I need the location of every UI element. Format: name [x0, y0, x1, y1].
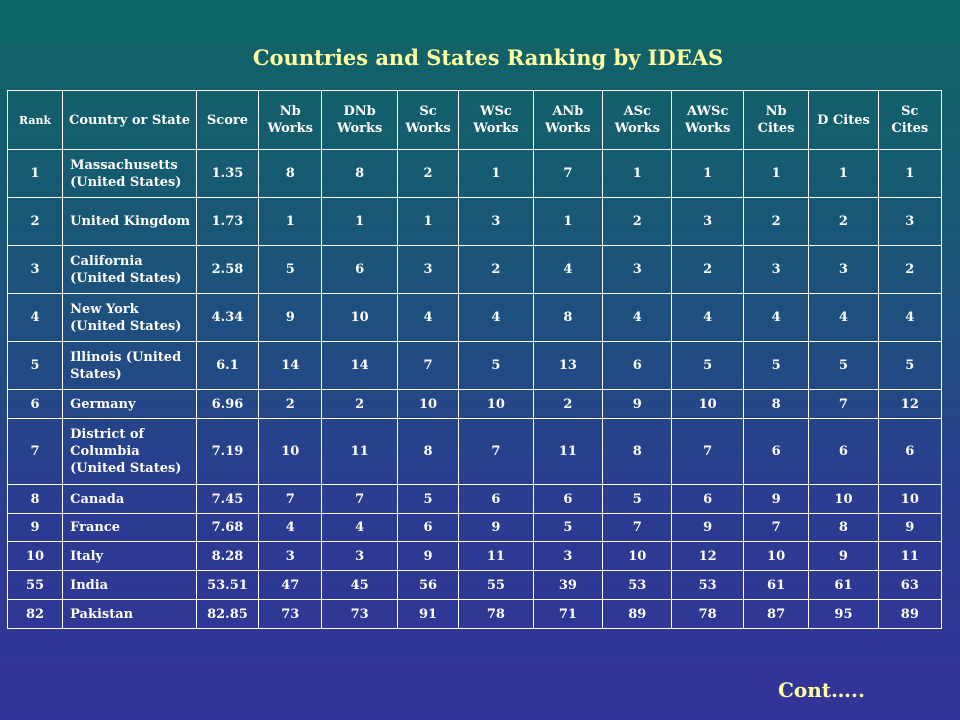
- value-cell: 4: [533, 246, 602, 294]
- value-cell: 10: [459, 390, 534, 419]
- value-cell: 10: [259, 419, 322, 485]
- rank-cell: 10: [8, 542, 63, 571]
- value-cell: 10: [322, 294, 398, 342]
- table-body: [8, 150, 942, 629]
- value-cell: 11: [878, 542, 941, 571]
- value-cell: 78: [459, 600, 534, 629]
- table-row: [8, 246, 942, 294]
- value-cell: 8: [809, 514, 878, 542]
- value-cell: 1: [259, 198, 322, 246]
- column-header-rank: Rank: [8, 91, 63, 150]
- value-cell: 7: [672, 419, 743, 485]
- score-cell: 7.68: [196, 514, 258, 542]
- column-header-awsc-works: AWSc Works: [672, 91, 743, 150]
- value-cell: 56: [397, 571, 458, 600]
- value-cell: 4: [743, 294, 808, 342]
- rank-cell: 1: [8, 150, 63, 198]
- value-cell: 4: [322, 514, 398, 542]
- value-cell: 5: [397, 485, 458, 514]
- value-cell: 4: [459, 294, 534, 342]
- value-cell: 10: [878, 485, 941, 514]
- value-cell: 8: [322, 150, 398, 198]
- value-cell: 73: [259, 600, 322, 629]
- value-cell: 8: [603, 419, 672, 485]
- country-cell: Pakistan: [63, 600, 197, 629]
- value-cell: 8: [533, 294, 602, 342]
- column-header-sc-works: Sc Works: [397, 91, 458, 150]
- rank-cell: 5: [8, 342, 63, 390]
- value-cell: 6: [743, 419, 808, 485]
- value-cell: 6: [809, 419, 878, 485]
- value-cell: 7: [533, 150, 602, 198]
- value-cell: 9: [878, 514, 941, 542]
- value-cell: 1: [743, 150, 808, 198]
- value-cell: 8: [397, 419, 458, 485]
- table-row: [8, 571, 942, 600]
- score-cell: 4.34: [196, 294, 258, 342]
- value-cell: 2: [878, 246, 941, 294]
- rank-cell: 7: [8, 419, 63, 485]
- ranking-table: [7, 90, 942, 629]
- value-cell: 4: [878, 294, 941, 342]
- value-cell: 9: [809, 542, 878, 571]
- value-cell: 9: [397, 542, 458, 571]
- value-cell: 3: [533, 542, 602, 571]
- value-cell: 9: [459, 514, 534, 542]
- country-cell: India: [63, 571, 197, 600]
- value-cell: 3: [322, 542, 398, 571]
- rank-cell: 2: [8, 198, 63, 246]
- table-row: [8, 542, 942, 571]
- rank-cell: 3: [8, 246, 63, 294]
- country-cell: District of Columbia (United States): [63, 419, 197, 485]
- value-cell: 4: [259, 514, 322, 542]
- header-row: [8, 91, 942, 150]
- value-cell: 95: [809, 600, 878, 629]
- value-cell: 7: [603, 514, 672, 542]
- value-cell: 1: [878, 150, 941, 198]
- value-cell: 10: [397, 390, 458, 419]
- country-cell: United Kingdom: [63, 198, 197, 246]
- value-cell: 9: [743, 485, 808, 514]
- value-cell: 47: [259, 571, 322, 600]
- value-cell: 2: [322, 390, 398, 419]
- column-header-score: Score: [196, 91, 258, 150]
- value-cell: 11: [322, 419, 398, 485]
- value-cell: 10: [809, 485, 878, 514]
- value-cell: 3: [259, 542, 322, 571]
- continued-label: Cont…..: [778, 678, 865, 702]
- value-cell: 1: [533, 198, 602, 246]
- score-cell: 1.73: [196, 198, 258, 246]
- value-cell: 8: [259, 150, 322, 198]
- value-cell: 91: [397, 600, 458, 629]
- country-cell: Illinois (United States): [63, 342, 197, 390]
- table-row: [8, 198, 942, 246]
- rank-cell: 4: [8, 294, 63, 342]
- value-cell: 1: [322, 198, 398, 246]
- value-cell: 7: [259, 485, 322, 514]
- value-cell: 12: [672, 542, 743, 571]
- table-row: [8, 294, 942, 342]
- value-cell: 6: [878, 419, 941, 485]
- country-cell: California (United States): [63, 246, 197, 294]
- value-cell: 2: [459, 246, 534, 294]
- value-cell: 89: [603, 600, 672, 629]
- value-cell: 4: [672, 294, 743, 342]
- value-cell: 14: [259, 342, 322, 390]
- column-header-dnb-works: DNb Works: [322, 91, 398, 150]
- value-cell: 61: [809, 571, 878, 600]
- value-cell: 89: [878, 600, 941, 629]
- table-row: [8, 485, 942, 514]
- value-cell: 5: [603, 485, 672, 514]
- value-cell: 6: [672, 485, 743, 514]
- value-cell: 4: [603, 294, 672, 342]
- score-cell: 7.19: [196, 419, 258, 485]
- value-cell: 6: [322, 246, 398, 294]
- value-cell: 1: [672, 150, 743, 198]
- value-cell: 11: [533, 419, 602, 485]
- value-cell: 73: [322, 600, 398, 629]
- value-cell: 14: [322, 342, 398, 390]
- value-cell: 3: [603, 246, 672, 294]
- value-cell: 5: [259, 246, 322, 294]
- score-cell: 7.45: [196, 485, 258, 514]
- slide-title: Countries and States Ranking by IDEAS: [252, 45, 724, 70]
- value-cell: 1: [603, 150, 672, 198]
- value-cell: 5: [533, 514, 602, 542]
- score-cell: 82.85: [196, 600, 258, 629]
- country-cell: Canada: [63, 485, 197, 514]
- value-cell: 7: [397, 342, 458, 390]
- value-cell: 2: [672, 246, 743, 294]
- column-header-nb-cites: Nb Cites: [743, 91, 808, 150]
- value-cell: 5: [878, 342, 941, 390]
- value-cell: 63: [878, 571, 941, 600]
- table-row: [8, 390, 942, 419]
- score-cell: 2.58: [196, 246, 258, 294]
- value-cell: 39: [533, 571, 602, 600]
- value-cell: 11: [459, 542, 534, 571]
- country-cell: Italy: [63, 542, 197, 571]
- value-cell: 6: [397, 514, 458, 542]
- value-cell: 5: [672, 342, 743, 390]
- value-cell: 87: [743, 600, 808, 629]
- value-cell: 1: [397, 198, 458, 246]
- value-cell: 7: [743, 514, 808, 542]
- value-cell: 3: [809, 246, 878, 294]
- rank-cell: 6: [8, 390, 63, 419]
- country-cell: France: [63, 514, 197, 542]
- value-cell: 6: [459, 485, 534, 514]
- value-cell: 5: [809, 342, 878, 390]
- value-cell: 5: [459, 342, 534, 390]
- value-cell: 55: [459, 571, 534, 600]
- table-row: [8, 514, 942, 542]
- value-cell: 7: [809, 390, 878, 419]
- value-cell: 5: [743, 342, 808, 390]
- value-cell: 3: [459, 198, 534, 246]
- value-cell: 12: [878, 390, 941, 419]
- value-cell: 2: [397, 150, 458, 198]
- value-cell: 2: [809, 198, 878, 246]
- score-cell: 6.1: [196, 342, 258, 390]
- score-cell: 8.28: [196, 542, 258, 571]
- table-row: [8, 342, 942, 390]
- column-header-asc-works: ASc Works: [603, 91, 672, 150]
- rank-cell: 55: [8, 571, 63, 600]
- value-cell: 9: [672, 514, 743, 542]
- country-cell: Massachusetts (United States): [63, 150, 197, 198]
- rank-cell: 8: [8, 485, 63, 514]
- value-cell: 6: [603, 342, 672, 390]
- value-cell: 10: [603, 542, 672, 571]
- country-cell: Germany: [63, 390, 197, 419]
- column-header-nb-works: Nb Works: [259, 91, 322, 150]
- value-cell: 45: [322, 571, 398, 600]
- value-cell: 4: [397, 294, 458, 342]
- value-cell: 3: [397, 246, 458, 294]
- value-cell: 53: [603, 571, 672, 600]
- score-cell: 53.51: [196, 571, 258, 600]
- column-header-country: Country or State: [63, 91, 197, 150]
- value-cell: 10: [743, 542, 808, 571]
- value-cell: 61: [743, 571, 808, 600]
- value-cell: 7: [322, 485, 398, 514]
- value-cell: 78: [672, 600, 743, 629]
- column-header-wsc-works: WSc Works: [459, 91, 534, 150]
- column-header-sc-cites: Sc Cites: [878, 91, 941, 150]
- top-band: [0, 0, 960, 44]
- value-cell: 10: [672, 390, 743, 419]
- value-cell: 9: [259, 294, 322, 342]
- value-cell: 2: [533, 390, 602, 419]
- country-cell: New York (United States): [63, 294, 197, 342]
- score-cell: 6.96: [196, 390, 258, 419]
- table-row: [8, 150, 942, 198]
- value-cell: 13: [533, 342, 602, 390]
- value-cell: 1: [459, 150, 534, 198]
- value-cell: 53: [672, 571, 743, 600]
- table-row: [8, 419, 942, 485]
- value-cell: 2: [603, 198, 672, 246]
- rank-cell: 82: [8, 600, 63, 629]
- value-cell: 6: [533, 485, 602, 514]
- table-row: [8, 600, 942, 629]
- column-header-anb-works: ANb Works: [533, 91, 602, 150]
- value-cell: 3: [743, 246, 808, 294]
- value-cell: 3: [878, 198, 941, 246]
- value-cell: 1: [809, 150, 878, 198]
- value-cell: 71: [533, 600, 602, 629]
- value-cell: 2: [743, 198, 808, 246]
- value-cell: 7: [459, 419, 534, 485]
- value-cell: 3: [672, 198, 743, 246]
- column-header-d-cites: D Cites: [809, 91, 878, 150]
- value-cell: 9: [603, 390, 672, 419]
- value-cell: 2: [259, 390, 322, 419]
- value-cell: 8: [743, 390, 808, 419]
- value-cell: 4: [809, 294, 878, 342]
- rank-cell: 9: [8, 514, 63, 542]
- score-cell: 1.35: [196, 150, 258, 198]
